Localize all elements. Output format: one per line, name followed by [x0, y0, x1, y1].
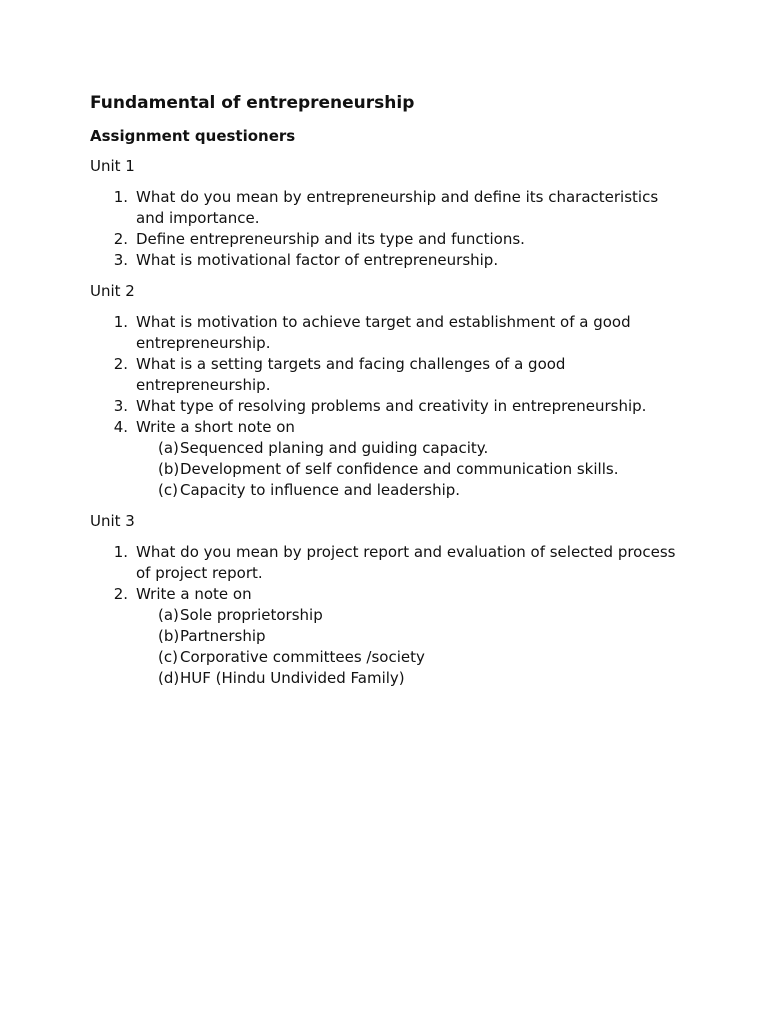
question-list [90, 312, 690, 501]
question-item [90, 250, 690, 271]
question-text: What type of resolving problems and creativity in entrepreneurship. [136, 397, 647, 415]
sub-question-item [136, 626, 690, 647]
unit-2-section [90, 281, 690, 501]
question-item [90, 229, 690, 250]
unit-heading: Unit 1 [90, 157, 135, 175]
question-number: 1. [113, 188, 128, 206]
question-text: Define entrepreneurship and its type and functions. [136, 230, 525, 248]
sub-question-label: (b) [158, 460, 180, 478]
question-text: What is a setting targets and facing challenges of a good entrepreneurship. [136, 355, 566, 394]
sub-question-item [136, 647, 690, 668]
sub-question-text: Partnership [180, 627, 266, 645]
document-page [90, 92, 690, 699]
question-number: 1. [113, 543, 128, 561]
sub-question-label: (b) [158, 627, 180, 645]
question-text: Write a note on [136, 585, 252, 603]
question-item [90, 542, 690, 584]
sub-question-label: (c) [158, 481, 178, 499]
question-text: What do you mean by entrepreneurship and define its characteristics and importance. [136, 188, 659, 227]
question-number: 1. [113, 313, 128, 331]
sub-question-item [136, 605, 690, 626]
sub-question-text: HUF (Hindu Undivided Family) [180, 669, 405, 687]
sub-question-text: Sole proprietorship [180, 606, 323, 624]
sub-question-item [136, 668, 690, 689]
unit-heading: Unit 3 [90, 512, 135, 530]
unit-1-section [90, 156, 690, 271]
sub-question-item [136, 438, 690, 459]
sub-question-label: (a) [158, 606, 179, 624]
question-number: 4. [113, 418, 128, 436]
question-number: 3. [113, 251, 128, 269]
sub-question-label: (d) [158, 669, 180, 687]
question-number: 2. [113, 585, 128, 603]
sub-question-text: Sequenced planing and guiding capacity. [180, 439, 489, 457]
question-list [90, 187, 690, 271]
sub-question-list [136, 605, 690, 689]
question-number: 2. [113, 355, 128, 373]
sub-question-text: Development of self confidence and communication skills. [180, 460, 619, 478]
question-item [90, 312, 690, 354]
question-text: What is motivational factor of entrepreneurship. [136, 251, 499, 269]
question-text: What do you mean by project report and evaluation of selected process of project report. [136, 543, 676, 582]
question-item [90, 396, 690, 417]
question-item [90, 354, 690, 396]
question-item [90, 417, 690, 501]
unit-heading: Unit 2 [90, 282, 135, 300]
question-item [90, 584, 690, 689]
unit-3-section [90, 511, 690, 689]
question-text: Write a short note on [136, 418, 295, 436]
document-subtitle: Assignment questioners [90, 127, 296, 145]
question-item [90, 187, 690, 229]
sub-question-label: (c) [158, 648, 178, 666]
sub-question-list [136, 438, 690, 501]
question-text: What is motivation to achieve target and establishment of a good entrepreneurship. [136, 313, 631, 352]
document-title: Fundamental of entrepreneurship [90, 93, 415, 113]
sub-question-item [136, 459, 690, 480]
question-list [90, 542, 690, 689]
sub-question-text: Corporative committees /society [180, 648, 425, 666]
sub-question-text: Capacity to influence and leadership. [180, 481, 461, 499]
question-number: 2. [113, 230, 128, 248]
sub-question-label: (a) [158, 439, 179, 457]
sub-question-item [136, 480, 690, 501]
question-number: 3. [113, 397, 128, 415]
